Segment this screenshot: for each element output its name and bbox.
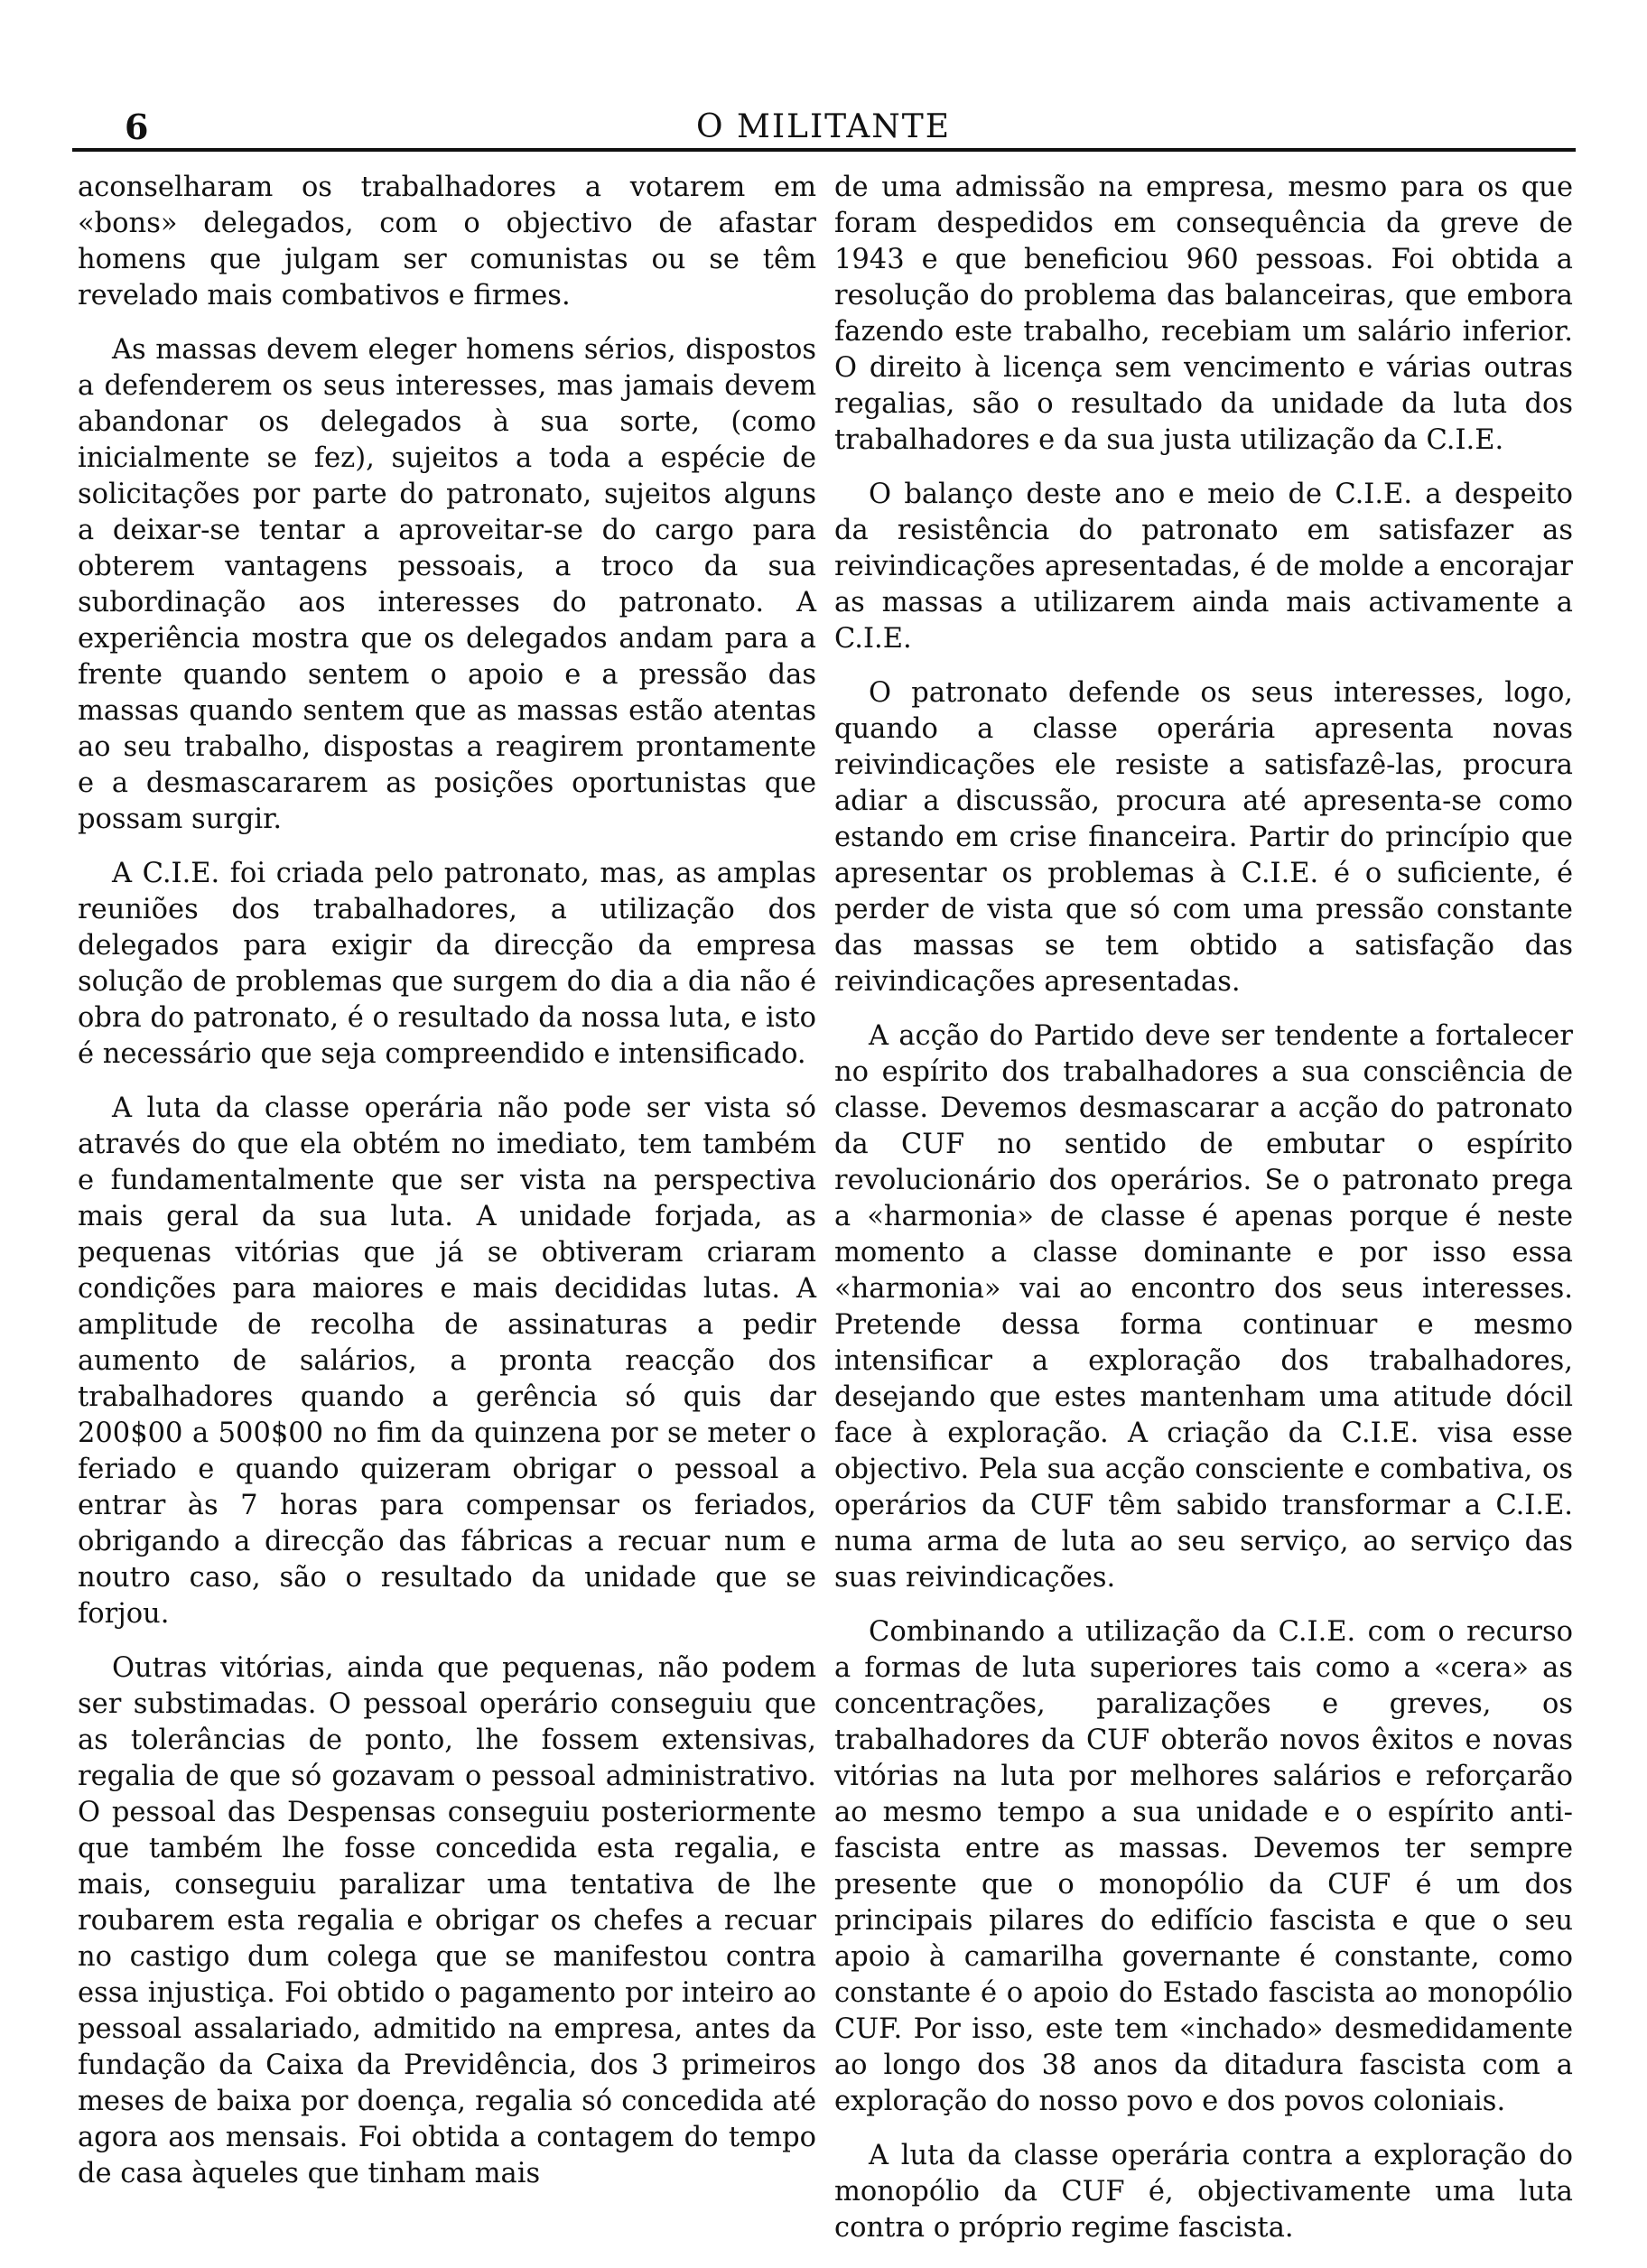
paragraph: Outras vitórias, ainda que pequenas, não podem ser substimadas. O pessoal operário conseguiu que as tolerâncias de ponto, lhe fossem extensivas, regalia de que só gozavam o pessoal administrativo. O pessoal das Despensas conseguiu posteriormente que também lhe fosse concedida esta regalia, e mais, conseguiu paralizar uma tentativa de lhe roubarem esta regalia e obrigar os chefes a recuar no castigo dum colega que se manifestou contra essa injustiça. Foi obtido o pagamento por inteiro ao pessoal assalariado, admitido na empresa, antes da fundação da Caixa da Previdência, dos 3 primeiros meses de baixa por doença, regalia só concedida até agora aos mensais. Foi obtida a contagem do tempo de casa àqueles que tinham mais (78, 1652, 816, 2189)
paragraph: A luta da classe operária contra a exploração do monopólio da CUF é, objectivamente uma luta contra o próprio regime fascista. (834, 2140, 1573, 2244)
paragraph: A acção do Partido deve ser tendente a fortalecer no espírito dos trabalhadores a sua consciência de classe. Devemos desmascarar a acção do patronato da CUF no sentido de embutar o espírito revolucionário dos operários. Se o patronato prega a «harmonia» de classe é apenas porque é neste momento a classe dominante e por isso essa «harmonia» vai ao encontro dos seus interesses. Pretende dessa forma continuar e mesmo intensificar a exploração dos trabalhadores, desejando que estes mantenham uma atitude dócil face à exploração. A criação da C.I.E. visa esse objectivo. Pela sua acção consciente e combativa, os operários da CUF têm sabido transformar a C.I.E. numa arma de luta ao seu serviço, ao serviço das suas reivindicações. (834, 1020, 1573, 1594)
right-column (834, 170, 1573, 2264)
page-header (72, 107, 1575, 161)
paragraph: A luta da classe operária não pode ser vista só através do que ela obtém no imediato, tem também e fundamentalmente que ser vista na perspectiva mais geral da sua luta. A unidade forjada, as pequenas vitórias que já se obtiveram criaram condições para maiores e mais decididas lutas. A amplitude de recolha de assinaturas a pedir aumento de salários, a pronta reacção dos trabalhadores quando a gerência só quis dar 200$00 a 500$00 no fim da quinzena por se meter o feriado e quando quizeram obrigar o pessoal a entrar às 7 horas para compensar os feriados, obrigando a direcção das fábricas a recuar num e noutro caso, são o resultado da unidade que se forjou. (78, 1092, 816, 1630)
paragraph: O balanço deste ano e meio de C.I.E. a despeito da resistência do patronato em satisfazer as reivindicações apresentadas, é de molde a encorajar as massas a utilizarem ainda mais activamente a C.I.E. (834, 479, 1573, 655)
header-rule (72, 148, 1576, 152)
left-column (78, 170, 816, 2210)
paragraph: de uma admissão na empresa, mesmo para os que foram despedidos em consequência da greve de 1943 e que beneficiou 960 pessoas. Foi obtida a resolução do problema das balanceiras, que embora fazendo este trabalho, recebiam um salário inferior. O direito à licença sem vencimento e várias outras regalias, são o resultado da unidade da luta dos trabalhadores e da sua justa utilização da C.I.E. (834, 172, 1573, 456)
publication-title: O MILITANTE (696, 108, 951, 145)
paragraph: aconselharam os trabalhadores a votarem em «bons» delegados, com o objectivo de afastar homens que julgam ser comunistas ou se têm revelado mais combativos e firmes. (78, 172, 816, 311)
paragraph: Combinando a utilização da C.I.E. com o recurso a formas de luta superiores tais como a «cera» as concentrações, paralizações e greves, os trabalhadores da CUF obterão novos êxitos e novas vitórias na luta por melhores salários e reforçarão ao mesmo tempo a sua unidade e o espírito anti-fascista entre as massas. Devemos ter sempre presente que o monopólio da CUF é um dos principais pilares do edifício fascista e que o seu apoio à camarilha governante é constante, como constante é o apoio do Estado fascista ao monopólio CUF. Por isso, este tem «inchado» desmedidamente ao longo dos 38 anos da ditadura fascista com a exploração do nosso povo e dos povos coloniais. (834, 1616, 1573, 2117)
paragraph: As massas devem eleger homens sérios, dispostos a defenderem os seus interesses, mas jamais devem abandonar os delegados à sua sorte, (como inicialmente se fez), sujeitos a toda a espécie de solicitações por parte do patronato, sujeitos alguns a deixar-se tentar a aproveitar-se do cargo para obterem vantagens pessoais, a troco da sua subordinação aos interesses do patronato. A experiência mostra que os delegados andam para a frente quando sentem o apoio e a pressão das massas quando sentem que as massas estão atentas ao seu trabalho, dispostas a reagirem prontamente e a desmascararem as posições oportunistas que possam surgir. (78, 334, 816, 835)
paragraph: O patronato defende os seus interesses, logo, quando a classe operária apresenta novas reivindicações ele resiste a satisfazê-las, procura adiar a discussão, procura até apresenta-se como estando em crise financeira. Partir do princípio que apresentar os problemas à C.I.E. é o suficiente, é perder de vista que só com uma pressão constante das massas se tem obtido a satisfação das reivindicações apresentadas. (834, 677, 1573, 998)
paragraph: A C.I.E. foi criada pelo patronato, mas, as amplas reuniões dos trabalhadores, a utilização dos delegados para exigir da direcção da empresa solução de problemas que surgem do dia a dia não é obra do patronato, é o resultado da nossa luta, e isto é necessário que seja compreendido e intensificado. (78, 858, 816, 1070)
page-number: 6 (125, 107, 149, 147)
